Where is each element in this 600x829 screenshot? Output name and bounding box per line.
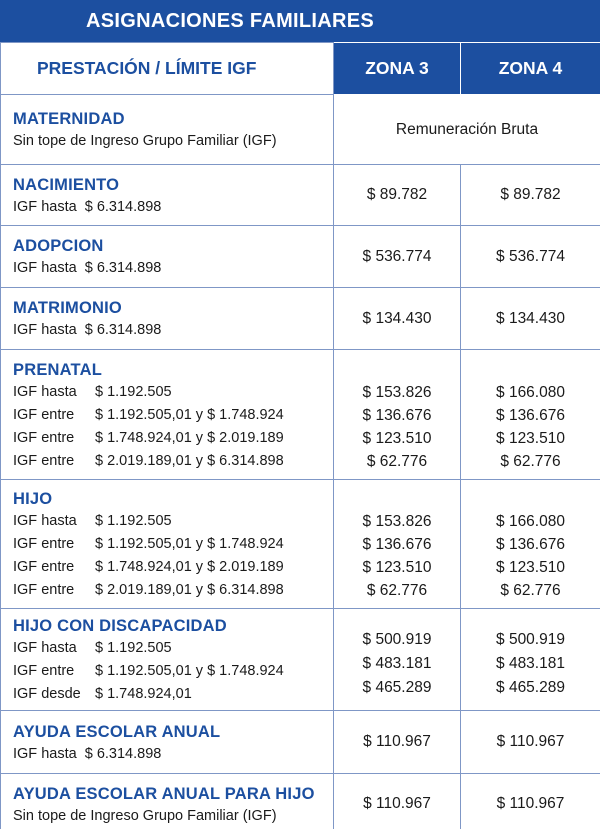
row-maternidad bbox=[1, 95, 600, 165]
row-hijo bbox=[1, 480, 600, 609]
row-ayuda-escolar-hijo bbox=[1, 774, 600, 829]
prenatal-zona3 bbox=[334, 350, 461, 480]
hijo-zona4-value: $ 123.510 bbox=[496, 559, 565, 576]
hijo-range-value: $ 1.192.505 bbox=[95, 513, 172, 529]
matrimonio-limit-value: $ 6.314.898 bbox=[84, 322, 162, 338]
hijo-zona3-value: $ 62.776 bbox=[366, 582, 428, 599]
ayuda-escolar-cell bbox=[1, 711, 334, 774]
prenatal-zona4-value: $ 136.676 bbox=[496, 406, 565, 424]
prenatal-range-label: IGF entre bbox=[13, 452, 75, 469]
row-matrimonio bbox=[1, 288, 600, 350]
prenatal-zona4-value: $ 62.776 bbox=[500, 452, 561, 470]
prenatal-zona3-value: $ 62.776 bbox=[366, 452, 428, 470]
ayuda-escolar-zona3: $ 110.967 bbox=[334, 711, 461, 774]
hijo-range-label: IGF entre bbox=[13, 536, 75, 552]
table-header-row bbox=[1, 43, 600, 95]
prenatal-range-label: IGF hasta bbox=[13, 383, 77, 400]
row-adopcion bbox=[1, 226, 600, 288]
hijo-zona4-value: $ 166.080 bbox=[496, 513, 565, 530]
prenatal-range-label: IGF entre bbox=[13, 406, 75, 423]
hijo-range-label: IGF entre bbox=[13, 582, 75, 598]
hijo-zona3 bbox=[334, 480, 461, 609]
prenatal-range-value: $ 1.192.505,01 y $ 1.748.924 bbox=[95, 406, 284, 423]
hijo-range-label: IGF entre bbox=[13, 559, 75, 575]
adopcion-zona4: $ 536.774 bbox=[461, 226, 600, 288]
prenatal-zona4-value: $ 123.510 bbox=[496, 429, 565, 447]
hijo-zona3-value: $ 123.510 bbox=[362, 559, 432, 576]
nacimiento-limit-label: IGF hasta bbox=[13, 198, 77, 215]
hijo-zona3-value: $ 153.826 bbox=[362, 513, 432, 530]
prenatal-zona3-value: $ 153.826 bbox=[362, 383, 432, 401]
hijo-discapacidad-zona4 bbox=[461, 609, 600, 711]
ayuda-escolar-title: AYUDA ESCOLAR ANUAL bbox=[13, 722, 221, 741]
hijo-range-value: $ 1.192.505,01 y $ 1.748.924 bbox=[95, 536, 284, 552]
asignaciones-table bbox=[0, 42, 600, 829]
hijo-zona4-value: $ 136.676 bbox=[496, 536, 565, 553]
hijo-range-value: $ 1.748.924,01 y $ 2.019.189 bbox=[95, 559, 284, 575]
row-prenatal bbox=[1, 350, 600, 480]
hijo-discapacidad-range-value: $ 1.748.924,01 bbox=[95, 686, 192, 702]
hijo-discapacidad-range-row bbox=[13, 660, 333, 683]
row-hijo-discapacidad bbox=[1, 609, 600, 711]
hijo-discapacidad-range-value: $ 1.192.505,01 y $ 1.748.924 bbox=[95, 663, 284, 679]
hijo-discapacidad-zona3 bbox=[334, 609, 461, 711]
page-title: ASIGNACIONES FAMILIARES bbox=[0, 0, 600, 42]
matrimonio-title: MATRIMONIO bbox=[13, 299, 122, 317]
nacimiento-zona4: $ 89.782 bbox=[461, 165, 600, 226]
ayuda-escolar-limit-label: IGF hasta bbox=[13, 745, 77, 762]
ayuda-escolar-hijo-title: AYUDA ESCOLAR ANUAL PARA HIJO bbox=[13, 784, 315, 803]
prenatal-range-row bbox=[13, 427, 333, 450]
row-ayuda-escolar bbox=[1, 711, 600, 774]
prenatal-zona4 bbox=[461, 350, 600, 480]
hijo-range-row bbox=[13, 579, 333, 602]
adopcion-title: ADOPCION bbox=[13, 237, 104, 255]
maternidad-title: MATERNIDAD bbox=[13, 110, 125, 128]
hijo-title: HIJO bbox=[13, 490, 53, 508]
hijo-discapacidad-zona4-value: $ 483.181 bbox=[496, 654, 565, 672]
nacimiento-title: NACIMIENTO bbox=[13, 175, 120, 194]
maternidad-desc: Sin tope de Ingreso Grupo Familiar (IGF) bbox=[13, 133, 277, 149]
matrimonio-cell bbox=[1, 288, 334, 350]
adopcion-zona3: $ 536.774 bbox=[334, 226, 461, 288]
nacimiento-zona3: $ 89.782 bbox=[334, 165, 461, 226]
nacimiento-cell bbox=[1, 165, 334, 226]
prenatal-range-row bbox=[13, 381, 333, 404]
prenatal-range-value: $ 1.192.505 bbox=[95, 383, 172, 400]
hijo-zona3-value: $ 136.676 bbox=[362, 536, 432, 553]
hijo-zona4-value: $ 62.776 bbox=[500, 582, 561, 599]
adopcion-cell bbox=[1, 226, 334, 288]
adopcion-limit bbox=[13, 257, 333, 280]
header-prestacion: PRESTACIÓN / LÍMITE IGF bbox=[1, 43, 334, 95]
hijo-discapacidad-zona4-value: $ 465.289 bbox=[496, 678, 565, 696]
header-zona-3: ZONA 3 bbox=[334, 43, 461, 95]
hijo-discapacidad-zona3-value: $ 500.919 bbox=[362, 630, 432, 648]
ayuda-escolar-limit bbox=[13, 743, 333, 766]
prenatal-range-value: $ 2.019.189,01 y $ 6.314.898 bbox=[95, 452, 284, 469]
ayuda-escolar-hijo-zona3: $ 110.967 bbox=[334, 774, 461, 829]
hijo-discapacidad-range-row bbox=[13, 637, 333, 660]
hijo-range-row bbox=[13, 556, 333, 579]
hijo-range-value: $ 2.019.189,01 y $ 6.314.898 bbox=[95, 582, 284, 598]
ayuda-escolar-zona4: $ 110.967 bbox=[461, 711, 600, 774]
matrimonio-limit bbox=[13, 319, 333, 342]
ayuda-escolar-limit-value: $ 6.314.898 bbox=[84, 745, 162, 762]
ayuda-escolar-hijo-desc: Sin tope de Ingreso Grupo Familiar (IGF) bbox=[13, 807, 277, 824]
hijo-range-label: IGF hasta bbox=[13, 513, 77, 529]
matrimonio-zona4: $ 134.430 bbox=[461, 288, 600, 350]
hijo-discapacidad-range-label: IGF entre bbox=[13, 663, 75, 679]
hijo-range-row bbox=[13, 533, 333, 556]
hijo-cell bbox=[1, 480, 334, 609]
adopcion-limit-value: $ 6.314.898 bbox=[84, 260, 162, 276]
prenatal-range-row bbox=[13, 450, 333, 473]
nacimiento-limit bbox=[13, 196, 333, 219]
row-nacimiento bbox=[1, 165, 600, 226]
prenatal-zona3-value: $ 136.676 bbox=[362, 406, 432, 424]
prenatal-zona4-value: $ 166.080 bbox=[496, 383, 565, 401]
prenatal-range-value: $ 1.748.924,01 y $ 2.019.189 bbox=[95, 429, 284, 446]
matrimonio-limit-label: IGF hasta bbox=[13, 322, 77, 338]
maternidad-value: Remuneración Bruta bbox=[334, 95, 600, 165]
nacimiento-limit-value: $ 6.314.898 bbox=[84, 198, 162, 215]
hijo-discapacidad-cell bbox=[1, 609, 334, 711]
maternidad-cell bbox=[1, 95, 334, 165]
hijo-discapacidad-range-label: IGF hasta bbox=[13, 640, 77, 656]
hijo-discapacidad-range-label: IGF desde bbox=[13, 686, 81, 702]
ayuda-escolar-hijo-cell bbox=[1, 774, 334, 829]
ayuda-escolar-hijo-zona4: $ 110.967 bbox=[461, 774, 600, 829]
prenatal-title: PRENATAL bbox=[13, 360, 102, 379]
adopcion-limit-label: IGF hasta bbox=[13, 260, 77, 276]
hijo-discapacidad-zona4-value: $ 500.919 bbox=[496, 630, 565, 648]
prenatal-range-row bbox=[13, 404, 333, 427]
hijo-range-row bbox=[13, 510, 333, 533]
prenatal-range-label: IGF entre bbox=[13, 429, 75, 446]
header-zona-4: ZONA 4 bbox=[461, 43, 600, 95]
hijo-discapacidad-range-row bbox=[13, 683, 333, 706]
prenatal-zona3-value: $ 123.510 bbox=[362, 429, 432, 447]
matrimonio-zona3: $ 134.430 bbox=[334, 288, 461, 350]
hijo-discapacidad-range-value: $ 1.192.505 bbox=[95, 640, 172, 656]
hijo-zona4 bbox=[461, 480, 600, 609]
hijo-discapacidad-zona3-value: $ 465.289 bbox=[362, 678, 432, 696]
prenatal-cell bbox=[1, 350, 334, 480]
hijo-discapacidad-title: HIJO CON DISCAPACIDAD bbox=[13, 617, 227, 635]
hijo-discapacidad-zona3-value: $ 483.181 bbox=[362, 654, 432, 672]
